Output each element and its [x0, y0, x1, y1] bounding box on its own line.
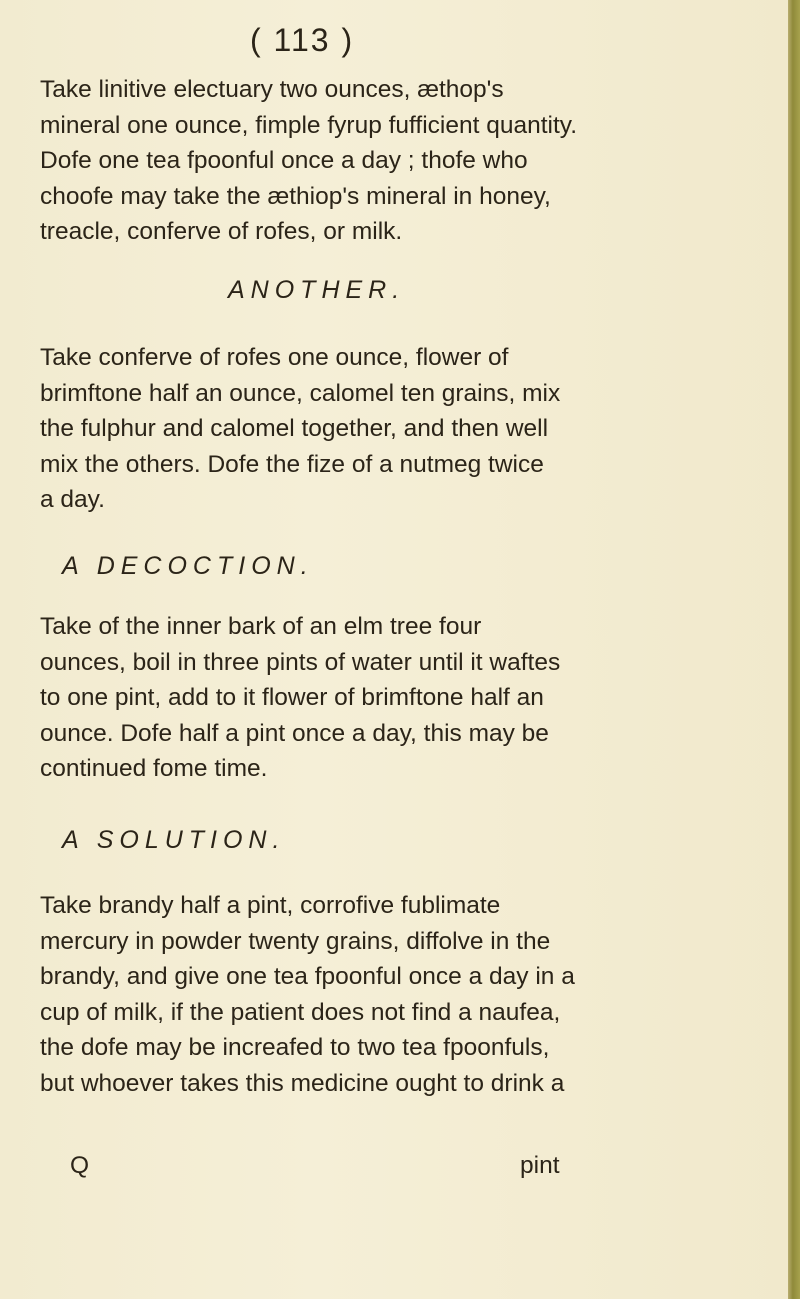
text-line: mix the others. Dofe the fize of a nutmeg twice	[40, 450, 544, 478]
paragraph-solution	[40, 888, 760, 1101]
signature-mark: Q	[70, 1152, 90, 1179]
page-number: ( 113 )	[250, 22, 355, 58]
text-line: brandy, and give one tea fpoonful once a day in a	[40, 963, 575, 990]
text-line: mercury in powder twenty grains, diffolve in the	[40, 927, 551, 955]
text-line: but whoever takes this medicine ought to drink a	[40, 1069, 565, 1097]
text-line: continued fome time.	[40, 755, 268, 782]
text-line: choofe may take the æthiop's mineral in honey,	[40, 182, 551, 210]
text-line: Take linitive electuary two ounces, æthop's	[40, 76, 504, 103]
text-line: Take of the inner bark of an elm tree four	[40, 613, 482, 640]
text-line: treacle, conferve of rofes, or milk.	[40, 218, 403, 245]
page-footer	[40, 1152, 760, 1188]
heading-decoction: A DECOCTION.	[62, 552, 314, 580]
text-line: the fulphur and calomel together, and then well	[40, 415, 549, 442]
paragraph-decoction	[40, 609, 760, 787]
catchword: pint	[520, 1152, 560, 1179]
text-line: Dofe one tea fpoonful once a day ; thofe who	[40, 147, 528, 174]
heading-another: ANOTHER.	[228, 276, 406, 304]
text-line: mineral one ounce, fimple fyrup fufficient quantity.	[40, 111, 578, 139]
text-line: to one pint, add to it flower of brimftone half an	[40, 684, 544, 711]
paragraph-another	[40, 340, 760, 518]
heading-solution: A SOLUTION.	[62, 826, 286, 854]
text-line: a day.	[40, 486, 105, 513]
page-edge	[788, 0, 800, 1299]
paragraph-electuary	[40, 72, 760, 250]
text-line: Take brandy half a pint, corrofive fublimate	[40, 892, 501, 919]
text-line: cup of milk, if the patient does not find a naufea,	[40, 998, 561, 1026]
text-line: ounces, boil in three pints of water until it waftes	[40, 648, 561, 676]
text-line: brimftone half an ounce, calomel ten grains, mix	[40, 379, 561, 407]
text-line: Take conferve of rofes one ounce, flower of	[40, 344, 509, 371]
text-line: ounce. Dofe half a pint once a day, this may be	[40, 719, 549, 747]
text-line: the dofe may be increafed to two tea fpoonfuls,	[40, 1034, 550, 1061]
